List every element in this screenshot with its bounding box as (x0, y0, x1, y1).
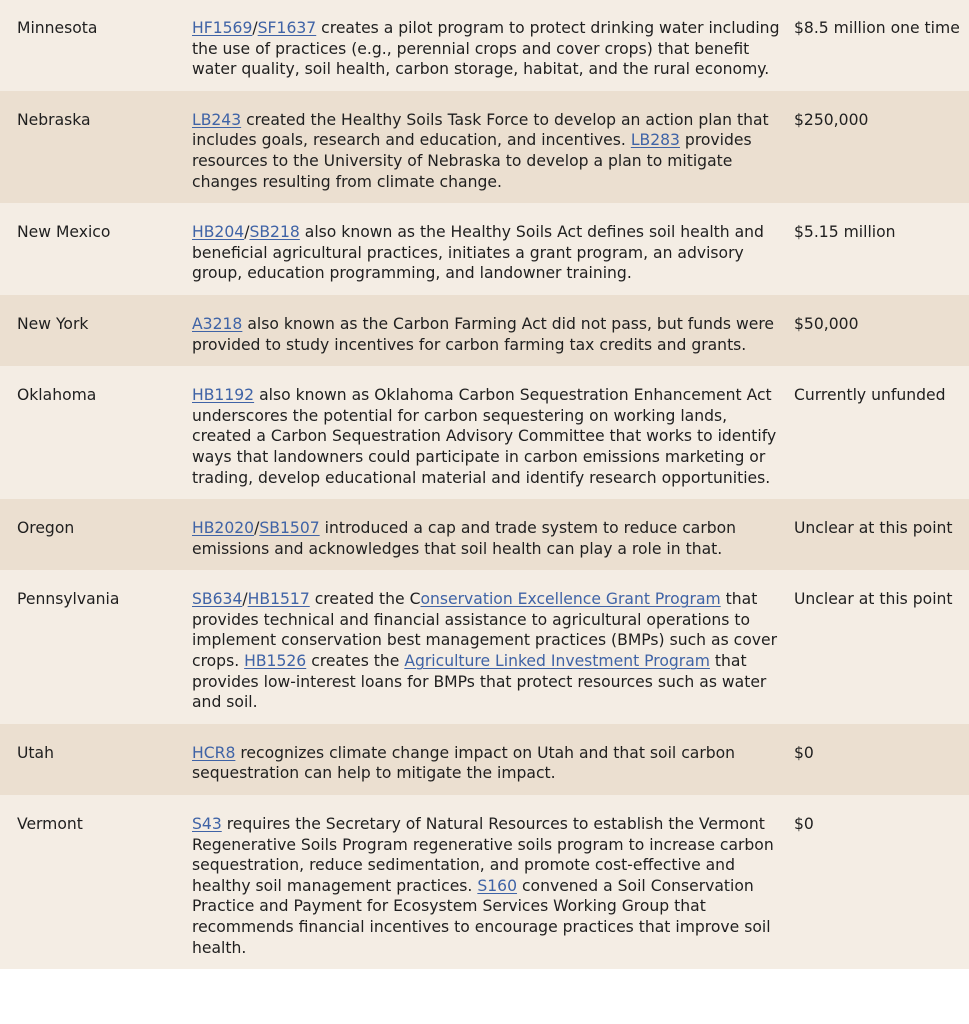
policy-description (192, 795, 794, 969)
table-row (0, 91, 969, 203)
funding-amount: $8.5 million one time (794, 19, 960, 37)
description-text: created the C (309, 590, 421, 609)
bill-link[interactable]: S160 (477, 876, 518, 895)
state-name: Utah (17, 743, 54, 762)
bill-link[interactable]: S43 (192, 815, 222, 834)
table-row (0, 570, 969, 724)
description-text: requires the Secretary of Natural Resources to establish the Vermont Regenerative Soils Program regenerative soils program to increase carbon sequestration, reduce sedimentation, and promote cost-effective and healthy soil management practices. (192, 815, 774, 895)
description-text: also known as Oklahoma Carbon Sequestration Enhancement Act underscores the potential for carbon sequestering on working lands, created a Carbon Sequestration Advisory Committee that works to identify ways that landowners could participate in carbon emissions marketing or trading, develop educational material and identify research opportunities. (192, 386, 777, 487)
policy-description (192, 724, 794, 795)
description-text: introduced a cap and trade system to reduce carbon emissions and acknowledges that soil health can play a role in that. (192, 519, 737, 558)
description-text: that provides low-interest loans for BMPs that protect resources such as water and soil. (192, 652, 767, 712)
funding-amount: Unclear at this point (794, 590, 953, 609)
table-row (0, 499, 969, 570)
bill-link[interactable]: onservation Excellence Grant Program (420, 590, 721, 609)
bill-link[interactable]: HB1192 (192, 386, 255, 405)
bill-link[interactable]: HCR8 (192, 743, 236, 762)
policy-description (192, 570, 794, 724)
table-row (0, 203, 969, 295)
funding-amount: $5.15 million (794, 223, 896, 242)
state-name: New York (17, 314, 89, 333)
state-name: New Mexico (17, 223, 111, 242)
bill-link[interactable]: HF1569 (192, 19, 253, 37)
bill-link[interactable]: SB218 (249, 223, 300, 242)
bill-link[interactable]: HB204 (192, 223, 245, 242)
bill-link[interactable]: LB283 (630, 131, 680, 150)
description-text: / (252, 19, 258, 37)
description-text: convened a Soil Conservation Practice and Payment for Ecosystem Services Working Group that recommends financial incentives to encourage practices that improve soil health. (192, 876, 771, 957)
bill-link[interactable]: SB634 (192, 590, 243, 609)
state-name: Nebraska (17, 110, 91, 129)
description-text: creates the (306, 652, 405, 671)
state-name: Pennsylvania (17, 590, 120, 609)
bill-link[interactable]: A3218 (192, 314, 243, 333)
description-text: that provides technical and financial assistance to agricultural operations to implement conservation best management practices (BMPs) such as cover crops. (192, 590, 777, 671)
funding-amount: $50,000 (794, 314, 859, 333)
bill-link[interactable]: HB1526 (244, 652, 307, 671)
bill-link[interactable]: HB1517 (247, 590, 310, 609)
funding-amount: $0 (794, 815, 814, 834)
policy-description (192, 499, 794, 570)
bill-link[interactable]: HB2020 (192, 519, 255, 538)
table-row (0, 366, 969, 499)
policy-description (192, 295, 794, 366)
table-row (0, 295, 969, 366)
description-text: creates a pilot program to protect drinking water including the use of practices (e.g., perennial crops and cover crops) that benefit water quality, soil health, carbon storage, habitat, and the rural economy. (192, 19, 780, 79)
description-text: provides resources to the University of Nebraska to develop a plan to mitigate changes resulting from climate change. (192, 131, 752, 191)
funding-amount: $250,000 (794, 110, 869, 129)
table-row (0, 0, 969, 91)
state-name: Minnesota (17, 19, 98, 37)
funding-amount: $0 (794, 743, 814, 762)
policy-description (192, 203, 794, 295)
policy-description (192, 366, 794, 499)
state-name: Oklahoma (17, 386, 97, 405)
description-text: also known as the Healthy Soils Act defines soil health and beneficial agricultural practices, initiates a grant program, an advisory group, education programming, and landowner training. (192, 223, 764, 283)
description-text: recognizes climate change impact on Utah and that soil carbon sequestration can help to mitigate the impact. (192, 743, 736, 783)
description-text: / (254, 519, 260, 538)
funding-amount: Currently unfunded (794, 386, 946, 405)
description-text: / (244, 223, 250, 242)
table-row (0, 724, 969, 795)
bill-link[interactable]: SF1637 (257, 19, 317, 37)
description-text: / (242, 590, 248, 609)
policy-description (192, 0, 794, 91)
table-row (0, 795, 969, 969)
funding-amount: Unclear at this point (794, 519, 953, 538)
state-name: Vermont (17, 815, 83, 834)
state-name: Oregon (17, 519, 75, 538)
policy-description (192, 91, 794, 203)
bill-link[interactable]: Agriculture Linked Investment Program (404, 652, 710, 671)
bill-link[interactable]: SB1507 (259, 519, 320, 538)
bill-link[interactable]: LB243 (192, 110, 242, 129)
description-text: created the Healthy Soils Task Force to develop an action plan that includes goals, research and education, and incentives. (192, 110, 769, 150)
description-text: also known as the Carbon Farming Act did not pass, but funds were provided to study incentives for carbon farming tax credits and grants. (192, 314, 775, 354)
